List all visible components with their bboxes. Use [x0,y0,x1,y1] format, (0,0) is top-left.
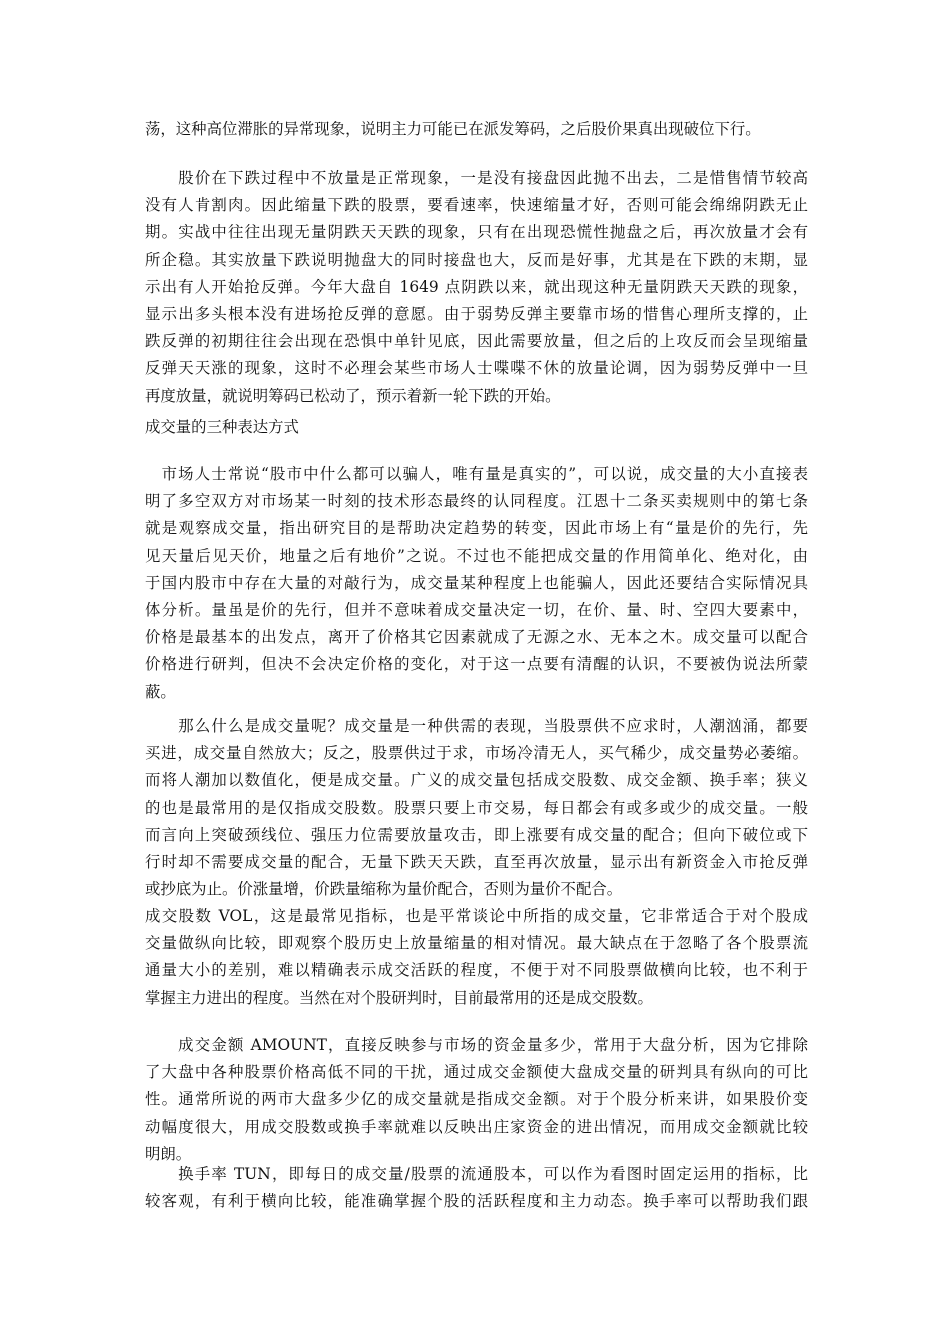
paragraph-5 [145,1032,808,1168]
text-line: 市场人士常说“股市中什么都可以骗人，唯有量是真实的”，可以说，成交量的大小直接表 [145,465,808,483]
text-line: 成交金额 AMOUNT，直接反映参与市场的资金量多少，常用于大盘分析，因为它排除 [145,1036,808,1054]
text-line: 行时却不需要成交量的配合，无量下跌天天跌，直至再次放量，显示出有新资金入市抢反弹 [145,852,808,871]
text-line: 蔽。 [145,682,176,701]
paragraph-3 [145,713,808,903]
text-line: 价格进行研判，但决不会决定价格的变化，对于这一点要有清醒的认识，不要被伪说法所蒙 [145,655,808,674]
text-line: 成交股数 VOL，这是最常见指标，也是平常谈论中所指的成交量，它非常适合于对个股成 [145,907,808,925]
text-line: 明朗。 [145,1144,192,1163]
text-line: 示出有人开始抢反弹。今年大盘自 1649 点阴跌以来，就出现这种无量阴跌天天跌的现象， [145,277,808,296]
text-line: 性。通常所说的两市大盘多少亿的成交量就是指成交金额。对于个股分析来讲，如果股价变 [145,1090,808,1109]
text-line: 那么什么是成交量呢？成交量是一种供需的表现，当股票供不应求时，人潮汹涌，都要 [145,717,808,735]
text-line: 期。实战中往往出现无量阴跌天天跌的现象，只有在出现恐慌性抛盘之后，再次放量才会有 [145,223,808,242]
text-line: 股价在下跌过程中不放量是正常现象，一是没有接盘因此抛不出去，二是惜售情节较高 [145,169,808,187]
text-line: 跌反弹的初期往往会出现在恐惧中单针见底，因此需要放量，但之后的上攻反而会呈现缩量 [145,332,808,351]
text-line: 掌握主力进出的程度。当然在对个股研判时，目前最常用的还是成交股数。 [145,988,653,1007]
text-line: 体分析。量虽是价的先行，但并不意味着成交量决定一切，在价、量、时、空四大要素中， [145,600,808,619]
text-line: 反弹天天涨的现象，这时不必理会某些市场人士喋喋不休的放量论调，因为弱势反弹中一旦 [145,359,808,378]
section-heading [145,414,808,441]
text-line: 了大盘中各种股票价格高低不同的干扰，通过成交金额使大盘成交量的研判具有纵向的可比 [145,1063,808,1082]
text-line: 换手率 TUN，即每日的成交量/股票的流通股本，可以作为看图时固定运用的指标，比 [145,1165,808,1183]
text-line: 荡，这种高位滞胀的异常现象，说明主力可能已在派发筹码，之后股价果真出现破位下行。 [145,120,761,138]
text-line: 通量大小的差别，难以精确表示成交活跃的程度，不便于对不同股票做横向比较，也不利于 [145,961,808,980]
text-line: 动幅度很大，用成交股数或换手率就难以反映出庄家资金的进出情况，而用成交金额就比较 [145,1117,808,1136]
paragraph-6 [145,1161,808,1215]
heading-text: 成交量的三种表达方式 [145,418,299,436]
paragraph-1 [145,165,808,410]
text-line: 价格是最基本的出发点，离开了价格其它因素就成了无源之水、无本之木。成交量可以配合 [145,628,808,647]
text-line: 的也是最常用的是仅指成交股数。股票只要上市交易，每日都会有或多或少的成交量。一般 [145,798,808,817]
paragraph-4 [145,903,808,1012]
text-line: 就是观察成交量，指出研究目的是帮助决定趋势的转变，因此市场上有“量是价的先行，先 [145,519,808,538]
text-line: 显示出多头根本没有进场抢反弹的意愿。由于弱势反弹主要靠市场的惜售心理所支撑的，止 [145,304,808,323]
paragraph-2 [145,461,808,706]
text-line: 再度放量，就说明筹码已松动了，预示着新一轮下跌的开始。 [145,386,561,405]
text-line: 见天量后见天价，地量之后有地价”之说。不过也不能把成交量的作用简单化、绝对化，由 [145,546,808,565]
text-line: 或抄底为止。价涨量增，价跌量缩称为量价配合，否则为量价不配合。 [145,880,623,899]
text-line: 交量做纵向比较，即观察个股历史上放量缩量的相对情况。最大缺点在于忽略了各个股票流 [145,934,808,953]
paragraph-0 [145,116,808,143]
text-line: 较客观，有利于横向比较，能准确掌握个股的活跃程度和主力动态。换手率可以帮助我们跟 [145,1192,808,1211]
text-line: 于国内股市中存在大量的对敲行为，成交量某种程度上也能骗人，因此还要结合实际情况具 [145,573,808,592]
text-line: 明了多空双方对市场某一时刻的技术形态最终的认同程度。江恩十二条买卖规则中的第七条 [145,492,808,511]
text-line: 没有人肯割肉。因此缩量下跌的股票，要看速率，快速缩量才好，否则可能会绵绵阴跌无止 [145,196,808,215]
text-line: 而言向上突破颈线位、强压力位需要放量攻击，即上涨要有成交量的配合；但向下破位或下 [145,825,808,844]
text-line: 买进，成交量自然放大；反之，股票供过于求，市场冷清无人，买气稀少，成交量势必萎缩。 [145,744,808,763]
text-line: 所企稳。其实放量下跌说明抛盘大的同时接盘也大，反而是好事，尤其是在下跌的末期，显 [145,250,808,269]
text-line: 而将人潮加以数值化，便是成交量。广义的成交量包括成交股数、成交金额、换手率；狭义 [145,771,808,790]
